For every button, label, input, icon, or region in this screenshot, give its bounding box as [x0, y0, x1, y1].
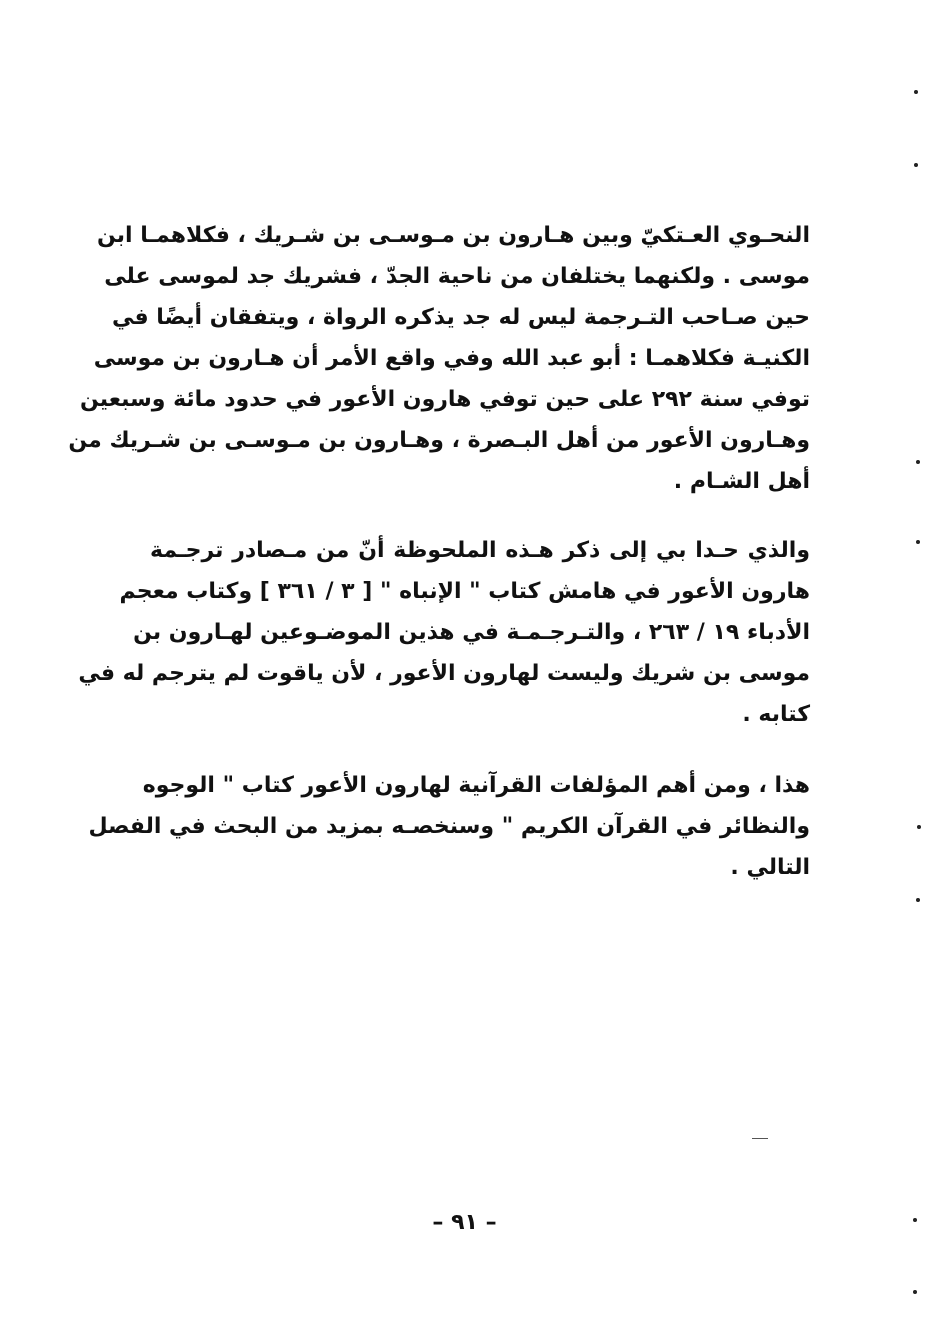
paragraph-line: موسى . ولكنهما يختلفان من ناحية الجدّ ، فشريك جد لموسى على [104, 264, 810, 289]
paragraph-line: أهل الشـام . [673, 469, 810, 494]
scan-speck [913, 1218, 917, 1222]
page-number: – ٩١ – [432, 1210, 497, 1235]
paragraph-2 [78, 530, 810, 735]
paragraph-line: والنظائر في القرآن الكريم " وسنخصـه بمزيد من البحث في الفصل [88, 814, 810, 839]
paragraph-line: موسى بن شريك وليست لهارون الأعور ، لأن ياقوت لم يترجم له في [78, 661, 810, 686]
scan-speck [917, 825, 921, 829]
paragraph-line: والذي حـدا بي إلى ذكر هـذه الملحوظة أنّ من مـصادر ترجـمة [150, 538, 810, 563]
paragraph-line: النحـوي العـتكيّ وبين هـارون بن مـوسـى بن شـريك ، فكلاهمـا ابن [96, 223, 810, 248]
scan-speck [752, 1138, 768, 1139]
paragraph-line: الكنيـة فكلاهمـا : أبو عبد الله وفي واقع الأمر أن هـارون بن موسى [93, 346, 810, 371]
paragraph-line: هارون الأعور في هامش كتاب " الإنباه " [ ٣ / ٣٦١ ] وكتاب معجم [119, 579, 810, 604]
paragraph-3 [88, 765, 810, 888]
paragraph-line: توفي سنة ٢٩٢ على حين توفي هارون الأعور في حدود مائة وسبعين [79, 387, 810, 412]
paragraph-line: هذا ، ومن أهم المؤلفات القرآنية لهارون الأعور كتاب " الوجوه [142, 773, 810, 798]
scan-speck [914, 163, 918, 167]
paragraph-line: حين صـاحب التـرجمة ليس له جد يذكره الرواة ، ويتفقان أيضًا في [111, 305, 810, 330]
paragraph-line: الأدباء ١٩ / ٢٦٣ ، والتـرجـمـة في هذين الموضـوعين لهـارون بن [133, 620, 810, 645]
paragraph-line: كتابه . [742, 702, 810, 727]
scan-speck [916, 898, 920, 902]
paragraph-line: التالي . [730, 855, 810, 880]
scan-speck [916, 540, 920, 544]
paragraph-1 [68, 215, 810, 502]
scan-speck [913, 1290, 917, 1294]
scan-speck [916, 460, 920, 464]
scan-speck [914, 90, 918, 94]
paragraph-line: وهـارون الأعور من أهل البـصرة ، وهـارون بن مـوسـى بن شـريك من [68, 428, 810, 453]
